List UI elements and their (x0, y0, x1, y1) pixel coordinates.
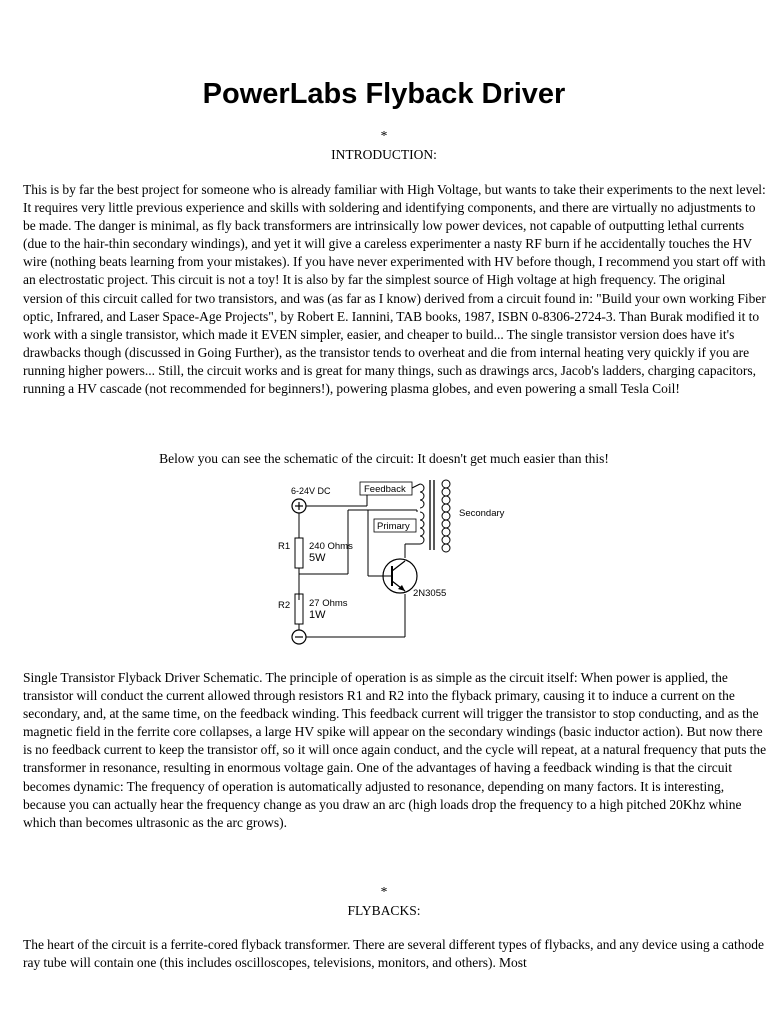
section-heading-introduction: INTRODUCTION: (331, 147, 437, 162)
flybacks-paragraph: The heart of the circuit is a ferrite-cored flyback transformer. There are several different types of flybacks, and any device using a cathode ray tube will contain one (this includes oscilloscopes, televisions, monitors, and others). Most (23, 937, 765, 971)
flyback-driver-schematic (270, 470, 510, 650)
primary-label: Primary (377, 521, 410, 532)
introduction-paragraph: This is by far the best project for someone who is already familiar with High Voltage, but wants to take their experiments to the next level: It requires very little previous experience and skills with soldering and identifying components, and there are virtually no adjustments to be made. The danger is minimal, as fly back transformers are intrinsically low power devices, not capable of outputting lethal currents (due to the hair-thin secondary windings), and yet it will give a careless experimenter a nasty RF burn if he accidentally touches the HV wire (nothing beats learning from your mistakes). If you have never experimented with HV before though, I recommend you start off with an electrostatic project. This circuit is not a toy! It is also by far the simplest source of High voltage at high frequency. The original version of this circuit called for two transistors, and was (as far as I know) derived from a circuit found in: "Build your own working Fiber optic, Infrared, and Laser Space-Age Projects", by Robert E. Iannini, TAB books, 1987, ISBN 0-8306-2724-3. Than Burak modified it to work with a single transistor, which made it EVEN simpler, easier, and cheaper to build... The single transistor version does have it's drawbacks though (discussed in Going Further), as the transistor tends to overheat and die from internal heating very quickly if you are running higher powers... Still, the circuit works and is great for many things, such as drawings arcs, Jacob's ladders, charging capacitors, running a HV cascade (not recommended for beginners!), powering plasma globes, and even powering a small Tesla Coil! (23, 182, 766, 397)
supply-voltage-label: 6-24V DC (291, 486, 331, 496)
feedback-label: Feedback (364, 484, 406, 495)
secondary-winding (442, 480, 450, 552)
r2-power: 1W (309, 609, 326, 621)
section-separator-introduction: * (380, 128, 388, 143)
transistor-label: 2N3055 (413, 588, 447, 599)
r1-value: 240 Ohms (309, 541, 353, 552)
secondary-label: Secondary (459, 508, 505, 519)
section-heading-flybacks: FLYBACKS: (347, 903, 421, 918)
section-separator-flybacks: * (380, 884, 388, 899)
r2-value: 27 Ohms (309, 598, 348, 609)
wire (412, 484, 420, 488)
page-title: PowerLabs Flyback Driver (202, 78, 566, 110)
primary-winding (420, 512, 424, 544)
r1-resistor (295, 538, 303, 568)
r1-power: 5W (309, 552, 326, 564)
r1-label: R1 (278, 541, 291, 552)
operation-paragraph: Single Transistor Flyback Driver Schematic. The principle of operation is as simple as the circuit itself: When power is applied, the transistor will conduct the current allowed through resistors R1 and R2 into the flyback primary, causing it to induce a current on the secondary, and, at the same time, on the feedback winding. This feedback current will trigger the transistor to stop conducting, and as the magnetic field in the ferrite core collapses, a large HV spike will appear on the secondary windings (basic inductor action). But now there is no feedback current to keep the transistor off, so it will once again conduct, and the cycle will repeat, at a natural frequency that puts the transformer in resonance, resulting in enormous voltage gain. One of the advantages of having a feedback winding is that the circuit becomes dynamic: The frequency of operation is automatically adjusted to resonance, depending on many factors. It is interesting, because you can actually hear the frequency change as you draw an arc (high loads drop the frequency to a high pitched 20Khz whine which than becomes ultrasonic as the arc grows). (23, 670, 767, 830)
schematic-caption: Below you can see the schematic of the circuit: It doesn't get much easier than this! (159, 451, 609, 466)
feedback-winding (420, 484, 424, 508)
transistor-collector (392, 561, 405, 571)
r2-label: R2 (278, 600, 291, 611)
